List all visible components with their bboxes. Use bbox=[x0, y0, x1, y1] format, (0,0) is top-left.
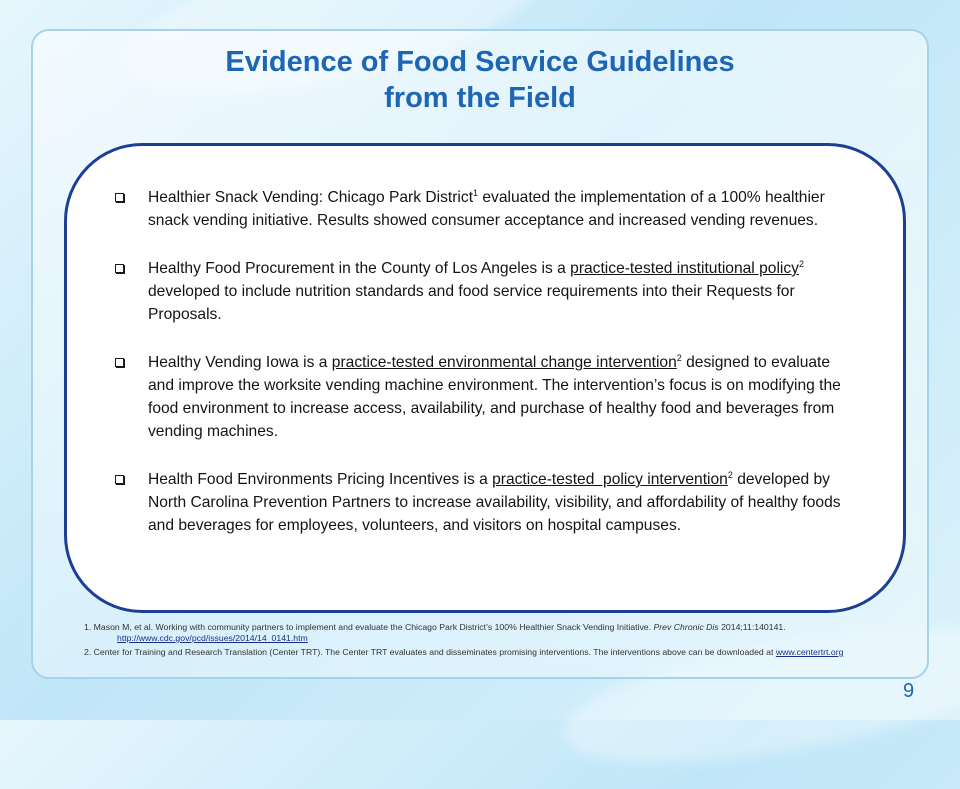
underlined-term: practice-tested environmental change intervention bbox=[331, 354, 677, 371]
list-item: Healthier Snack Vending: Chicago Park District$^1$ evaluated the implementation of a 100% healthier snack vending initiative. Results showed consumer acceptance and increased vending revenues. bbox=[110, 186, 860, 232]
footnotes bbox=[84, 622, 904, 661]
slide-title bbox=[100, 44, 860, 116]
centertrt-link[interactable]: www.centertrt.org bbox=[775, 647, 844, 657]
list-item: Healthy Food Procurement in the County of Los Angeles is a practice-tested institutional policy$^2$ developed to include nutrition standards and food service requirements into their Requests for Proposals. bbox=[110, 257, 860, 326]
page-number: 9 bbox=[903, 680, 915, 702]
underlined-term: practice-tested policy intervention bbox=[492, 471, 728, 488]
title-line-2: from the Field bbox=[384, 82, 576, 114]
square-bullet-icon bbox=[115, 358, 124, 367]
list-item: Healthy Vending Iowa is a practice-tested environmental change intervention$^2$ designed to evaluate and improve the worksite vending machine environment. The intervention’s focus is on modifying the food environment to increase access, availability, and purchase of healthy food and beverages from vending machines. bbox=[110, 351, 860, 443]
square-bullet-icon bbox=[115, 475, 124, 484]
cdc-link[interactable]: http://www.cdc.gov/pcd/issues/2014/14_0141.htm bbox=[117, 633, 308, 643]
list-item: Health Food Environments Pricing Incentives is a practice-tested policy intervention$^2$ developed by North Carolina Prevention Partners to increase availability, visibility, and affordability of healthy foods and beverages for employees, volunteers, and visitors on hospital campuses. bbox=[110, 468, 860, 537]
square-bullet-icon bbox=[115, 264, 124, 273]
footnote-2: 2. Center for Training and Research Translation (Center TRT). The Center TRT evaluates and disseminates promising interventions. The interventions above can be downloaded at www.centertrt.org bbox=[84, 647, 844, 657]
square-bullet-icon bbox=[115, 193, 124, 202]
bullet-list bbox=[110, 186, 860, 562]
footnote-1: 1. Mason M, et al. Working with community partners to implement and evaluate the Chicago Park District’s 100% Healthier Snack Vending Initiative. Prev Chronic Dis 2014;11:140141. http://www.cdc.gov/pcd/issues/2014/14_0141.htm bbox=[84, 622, 786, 643]
title-line-1: Evidence of Food Service Guidelines bbox=[225, 46, 735, 78]
underlined-term: practice-tested institutional policy bbox=[570, 260, 799, 277]
